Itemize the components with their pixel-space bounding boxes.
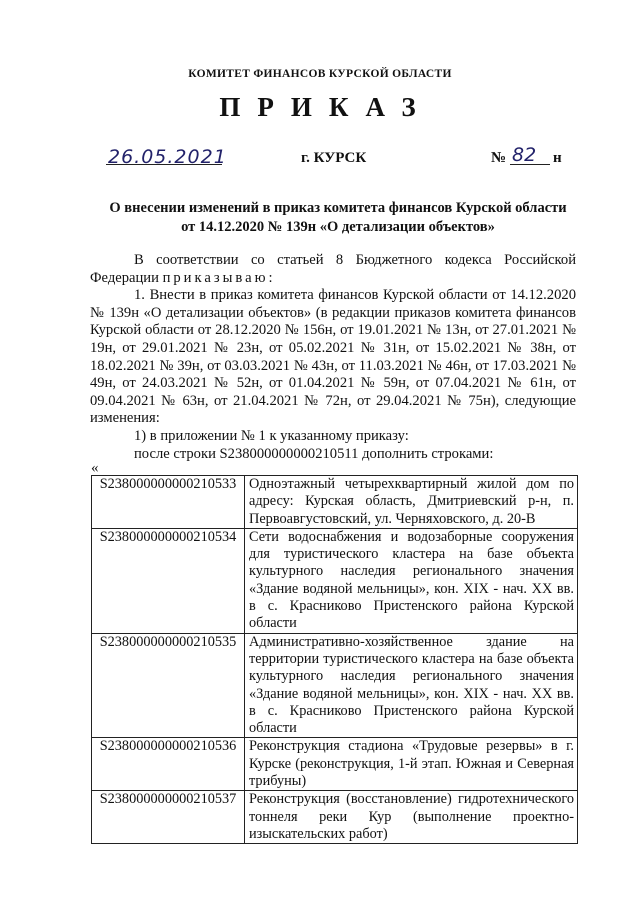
- table-row: [92, 528, 578, 633]
- object-code-cell: S238000000000210534: [92, 528, 245, 633]
- object-description-cell: Сети водоснабжения и водозаборные сооружения для туристического кластера на базе объекта культурного наследия регионального значения «Здание водяной мельницы», кон. XIX - нач. XX вв. в с. Красниково Пристенского района Курской области: [245, 528, 578, 633]
- handwritten-number: 82: [512, 144, 537, 166]
- heading-line-2: от 14.12.2020 № 139н «О детализации объектов»: [181, 219, 495, 235]
- object-description-cell: Одноэтажный четырехквартирный жилой дом по адресу: Курская область, Дмитриевский р-н, п. Первоавгустовский, ул. Черняховского, д. 20-В: [245, 476, 578, 529]
- number-underline: [510, 164, 550, 165]
- after-line-paragraph: после строки S238000000000210511 дополнить строками:: [134, 445, 494, 462]
- object-description-cell: Реконструкция (восстановление) гидротехнического тоннеля реки Кур (выполнение проектно-изыскательских работ): [245, 791, 578, 844]
- heading-line-1: О внесении изменений в приказ комитета финансов Курской области: [109, 200, 567, 216]
- organization-name: КОМИТЕТ ФИНАНСОВ КУРСКОЙ ОБЛАСТИ: [188, 68, 452, 80]
- preamble-paragraph: [90, 252, 576, 287]
- object-code-cell: S238000000000210535: [92, 633, 245, 738]
- object-code-cell: S238000000000210536: [92, 738, 245, 791]
- object-description-cell: Административно-хозяйственное здание на территории туристического кластера на базе объекта культурного наследия регионального значения «Здание водяной мельницы», кон. XIX - нач. XX вв. в с. Красниково Пристенского района Курской области: [245, 633, 578, 738]
- handwritten-date: 26.05.2021: [108, 146, 227, 168]
- table-row: [92, 476, 578, 529]
- subitem-1-paragraph: 1) в приложении № 1 к указанному приказу:: [134, 427, 409, 444]
- preamble-text: В соответствии со статьей 8 Бюджетного кодекса Российской Федерации: [90, 252, 576, 286]
- item-1-paragraph: 1. Внести в приказ комитета финансов Курской области от 14.12.2020 № 139н «О детализации объектов» (в редакции приказов комитета финансов Курской области от 28.12.2020 № 156н, от 19.01.2021 № 13н, от 27.01.2021 № 19н, от 29.01.2021 № 23н, от 05.02.2021 № 31н, от 15.02.2021 № 38н, от 18.02.2021 № 39н, от 03.03.2021 № 43н, от 11.03.2021 № 46н, от 17.03.2021 № 49н, от 24.03.2021 № 52н, от 01.04.2021 № 59н, от 07.04.2021 № 61н, от 09.04.2021 № 63н, от 21.04.2021 № 72н, от 29.04.2021 № 75н), следующие изменения:: [90, 287, 576, 427]
- object-description-cell: Реконструкция стадиона «Трудовые резервы» в г. Курске (реконструкция, 1-й этап. Южная и Северная трибуны): [245, 738, 578, 791]
- objects-table: [91, 475, 578, 844]
- table-row: [92, 633, 578, 738]
- date-underline: [106, 164, 222, 165]
- table-row: [92, 791, 578, 844]
- document-type: ПРИКАЗ: [219, 92, 433, 122]
- number-sign: №: [491, 150, 507, 166]
- table-row: [92, 738, 578, 791]
- document-heading: [86, 199, 590, 237]
- document-body: [90, 252, 576, 463]
- city: г. КУРСК: [301, 150, 367, 166]
- number-suffix: н: [553, 150, 562, 166]
- object-code-cell: S238000000000210533: [92, 476, 245, 529]
- open-quote-mark: «: [91, 460, 99, 476]
- preamble-order-word: приказываю:: [162, 269, 276, 286]
- object-code-cell: S238000000000210537: [92, 791, 245, 844]
